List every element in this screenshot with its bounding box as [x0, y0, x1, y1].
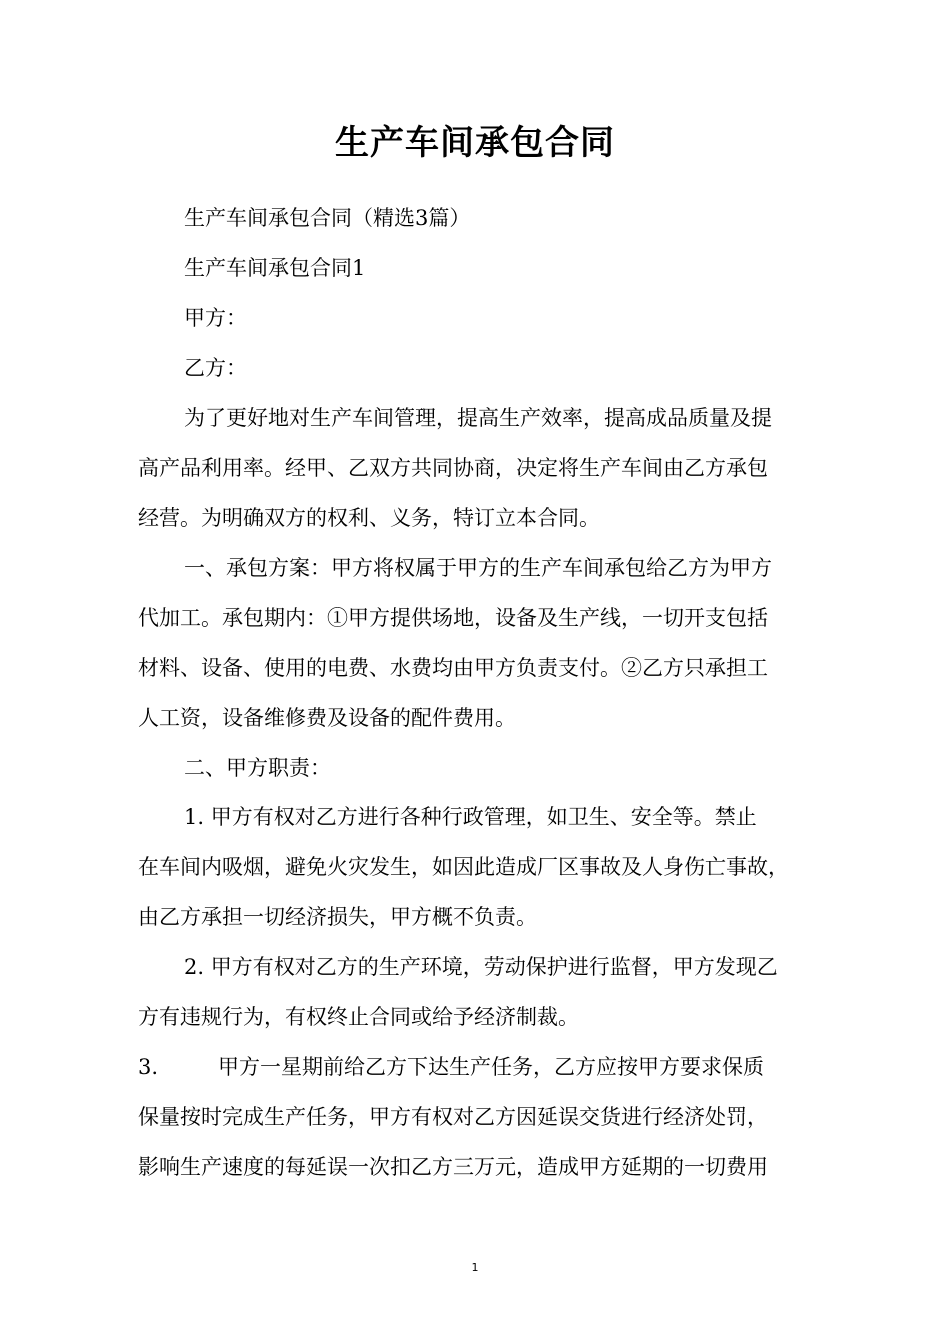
- paragraph-line: 一、承包方案：甲方将权属于甲方的生产车间承包给乙方为甲方: [184, 556, 772, 580]
- paragraph-line: 保量按时完成生产任务，甲方有权对乙方因延误交货进行经济处罚，: [138, 1105, 768, 1129]
- page-number: 1: [471, 1261, 479, 1274]
- paragraph-line: 人工资，设备维修费及设备的配件费用。: [138, 706, 516, 730]
- paragraph-line: 甲方：: [184, 306, 247, 330]
- paragraph-line: 材料、设备、使用的电费、水费均由甲方负责支付。②乙方只承担工: [138, 656, 768, 680]
- numbered-paragraph-line: [138, 1052, 818, 1082]
- paragraph-line: 二、甲方职责：: [184, 756, 331, 780]
- paragraph-line: 乙方：: [184, 356, 247, 380]
- paragraph-line: 经营。为明确双方的权利、义务，特订立本合同。: [138, 506, 600, 530]
- document-title: 生产车间承包合同: [335, 123, 615, 163]
- paragraph-line: 生产车间承包合同（精选3篇）: [184, 206, 471, 230]
- paragraph-line: 方有违规行为，有权终止合同或给予经济制裁。: [138, 1005, 579, 1029]
- paragraph-line: 为了更好地对生产车间管理，提高生产效率，提高成品质量及提: [184, 406, 772, 430]
- paragraph-line: 影响生产速度的每延误一次扣乙方三万元，造成甲方延期的一切费用: [138, 1155, 768, 1179]
- paragraph-line: 1. 甲方有权对乙方进行各种行政管理，如卫生、安全等。禁止: [184, 805, 757, 829]
- paragraph-line: 2. 甲方有权对乙方的生产环境，劳动保护进行监督，甲方发现乙: [184, 955, 778, 979]
- item-text: 甲方一星期前给乙方下达生产任务，乙方应按甲方要求保质: [218, 1055, 765, 1079]
- paragraph-line: 在车间内吸烟，避免火灾发生，如因此造成厂区事故及人身伤亡事故，: [138, 855, 789, 879]
- paragraph-line: 高产品利用率。经甲、乙双方共同协商，决定将生产车间由乙方承包: [138, 456, 768, 480]
- paragraph-line: 代加工。承包期内：①甲方提供场地，设备及生产线，一切开支包括: [138, 606, 768, 630]
- item-number: 3.: [138, 1055, 159, 1079]
- paragraph-line: 由乙方承担一切经济损失，甲方概不负责。: [138, 905, 537, 929]
- paragraph-line: 生产车间承包合同1: [184, 256, 366, 280]
